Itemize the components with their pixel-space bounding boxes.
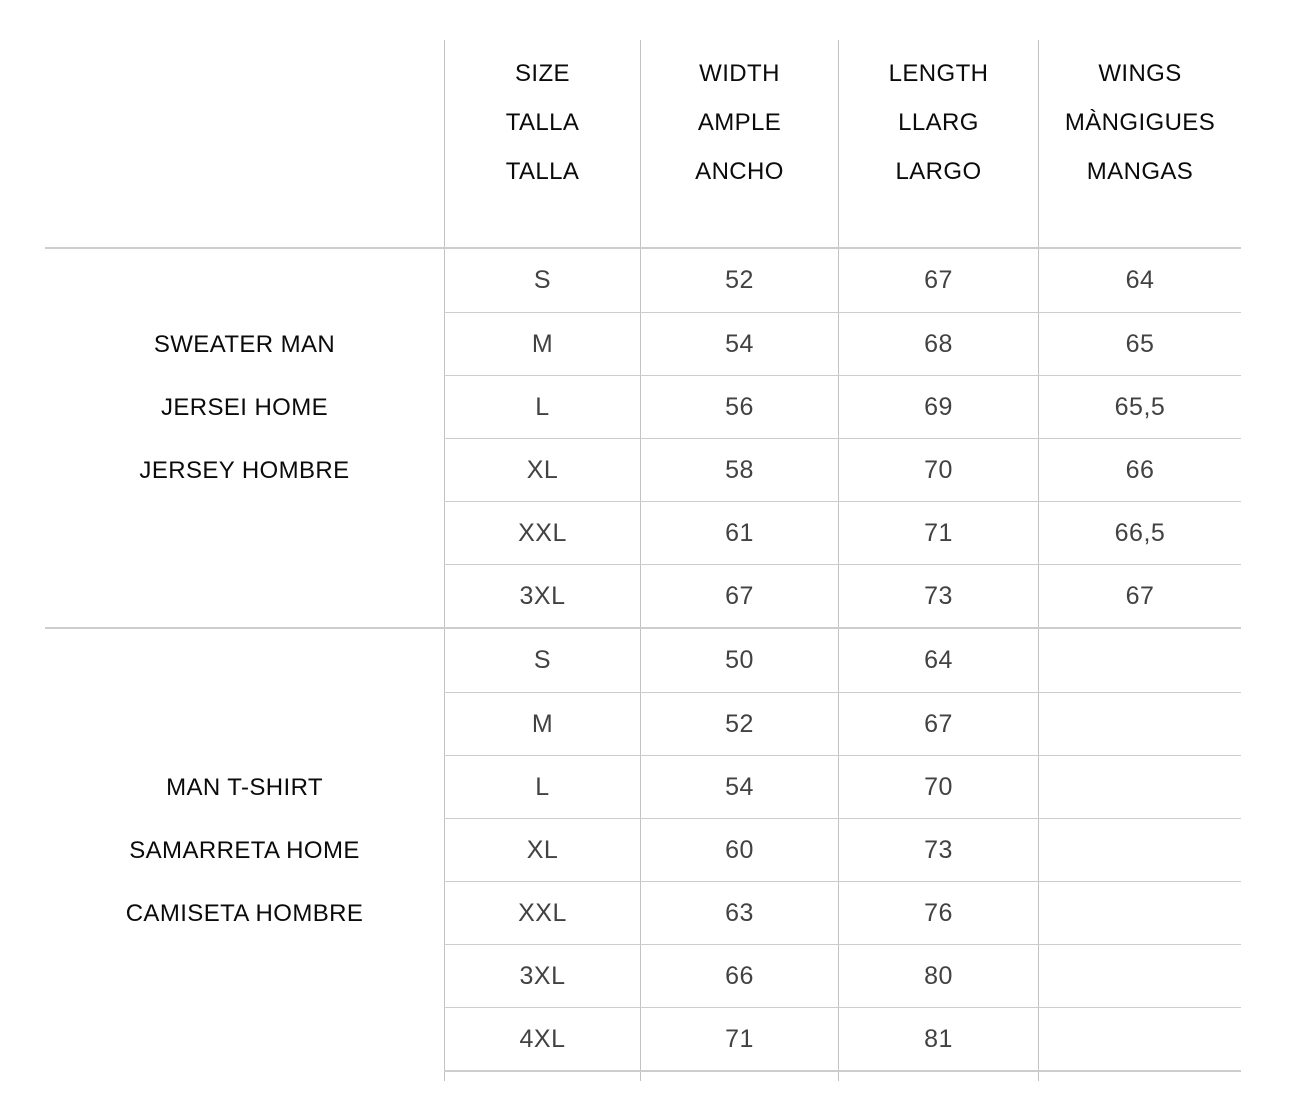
column-header-line: MÀNGIGUES [1064, 109, 1216, 136]
column-header-wings [1038, 40, 1241, 247]
cell-wings [1038, 693, 1241, 755]
cell-wings [1038, 945, 1241, 1007]
group-label-line: JERSEY HOMBRE [139, 456, 350, 484]
cell-length: 71 [838, 502, 1038, 564]
cell-width: 58 [640, 439, 838, 501]
column-header-line: SIZE [515, 60, 570, 87]
cell-width: 50 [640, 629, 838, 692]
cell-length: 70 [838, 756, 1038, 818]
cell-length: 76 [838, 882, 1038, 944]
table-row [444, 818, 1241, 881]
column-header-line: ANCHO [695, 158, 784, 185]
cell-size: XXL [444, 502, 640, 564]
table-row [444, 564, 1241, 627]
tail-spacer [45, 1072, 444, 1081]
column-header-line: LLARG [898, 109, 979, 136]
cell-length: 73 [838, 565, 1038, 627]
cell-wings: 66 [1038, 439, 1241, 501]
cell-length: 69 [838, 376, 1038, 438]
header-spacer [45, 40, 444, 247]
cell-size: 4XL [444, 1008, 640, 1070]
cell-size: L [444, 376, 640, 438]
group-label-line: MAN T-SHIRT [166, 774, 323, 801]
column-header-line: TALLA [505, 109, 580, 136]
table-row [444, 629, 1241, 692]
vertical-rule [444, 1072, 640, 1081]
group-label [45, 218, 444, 596]
vertical-rule [640, 1072, 838, 1081]
cell-width: 63 [640, 882, 838, 944]
cell-width: 54 [640, 756, 838, 818]
cell-size: S [444, 629, 640, 692]
table-row [444, 249, 1241, 312]
cell-length: 80 [838, 945, 1038, 1007]
cell-length: 73 [838, 819, 1038, 881]
cell-size: 3XL [444, 565, 640, 627]
vertical-rule [838, 1072, 1038, 1081]
cell-size: XL [444, 439, 640, 501]
group-label-line: JERSEI HOME [160, 393, 329, 421]
cell-wings: 65 [1038, 313, 1241, 375]
cell-width: 61 [640, 502, 838, 564]
table-row [444, 944, 1241, 1007]
cell-width: 54 [640, 313, 838, 375]
group-rows [444, 629, 1241, 1072]
column-header-line: LARGO [895, 158, 982, 185]
group-label [45, 629, 444, 1072]
cell-size: M [444, 313, 640, 375]
row-group [45, 627, 1241, 1072]
cell-width: 60 [640, 819, 838, 881]
column-header-line: WINGS [1098, 60, 1182, 87]
cell-wings [1038, 819, 1241, 881]
cell-wings [1038, 756, 1241, 818]
cell-length: 67 [838, 249, 1038, 312]
table-body [45, 247, 1241, 1072]
cell-wings: 64 [1038, 249, 1241, 312]
cell-wings: 67 [1038, 565, 1241, 627]
cell-width: 52 [640, 693, 838, 755]
cell-length: 81 [838, 1008, 1038, 1070]
vertical-rule [1038, 1072, 1241, 1081]
cell-wings: 65,5 [1038, 376, 1241, 438]
column-header-line: TALLA [505, 158, 580, 185]
column-header-length [838, 40, 1038, 247]
cell-size: XXL [444, 882, 640, 944]
row-group [45, 247, 1241, 627]
cell-size: S [444, 249, 640, 312]
cell-width: 66 [640, 945, 838, 1007]
cell-width: 56 [640, 376, 838, 438]
table-row [444, 881, 1241, 944]
cell-width: 67 [640, 565, 838, 627]
cell-length: 67 [838, 693, 1038, 755]
column-header-line: LENGTH [888, 60, 989, 87]
column-header-line: MANGAS [1086, 158, 1194, 185]
cell-width: 71 [640, 1008, 838, 1070]
table-header [45, 40, 1241, 247]
table-row [444, 1007, 1241, 1070]
cell-length: 70 [838, 439, 1038, 501]
table-row [444, 692, 1241, 755]
cell-length: 64 [838, 629, 1038, 692]
grid-line-tail [45, 1072, 1241, 1081]
table-row [444, 312, 1241, 375]
column-header-line: WIDTH [699, 60, 780, 87]
cell-size: 3XL [444, 945, 640, 1007]
group-label-line: SWEATER MAN [153, 330, 336, 358]
cell-wings [1038, 629, 1241, 692]
column-header-size [444, 40, 640, 247]
table-row [444, 755, 1241, 818]
group-rows [444, 249, 1241, 627]
cell-size: XL [444, 819, 640, 881]
column-header-line: AMPLE [697, 109, 782, 136]
cell-wings [1038, 882, 1241, 944]
size-chart-table [45, 40, 1241, 1081]
table-row [444, 375, 1241, 438]
cell-size: M [444, 693, 640, 755]
table-row [444, 501, 1241, 564]
group-label-line: CAMISETA HOMBRE [125, 900, 364, 927]
cell-wings: 66,5 [1038, 502, 1241, 564]
cell-wings [1038, 1008, 1241, 1070]
group-label-line: SAMARRETA HOME [129, 837, 360, 864]
cell-size: L [444, 756, 640, 818]
table-row [444, 438, 1241, 501]
cell-length: 68 [838, 313, 1038, 375]
column-headers [444, 40, 1241, 247]
cell-width: 52 [640, 249, 838, 312]
column-header-width [640, 40, 838, 247]
